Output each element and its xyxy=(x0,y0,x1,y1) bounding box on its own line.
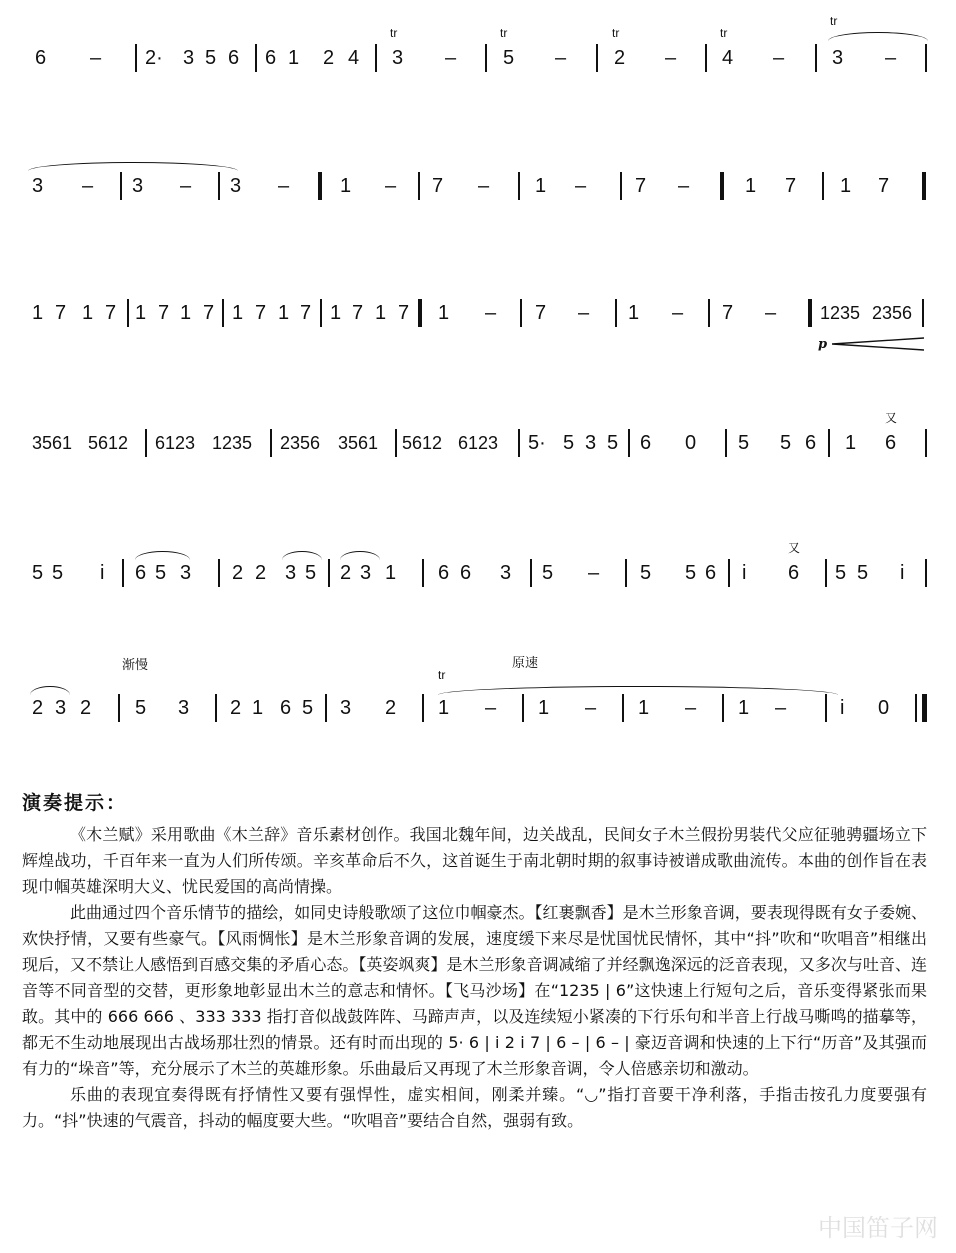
note: 3 xyxy=(360,562,372,584)
tempo-marking: 渐慢 xyxy=(122,658,149,673)
note: 6123 xyxy=(458,433,499,453)
barline xyxy=(925,429,927,457)
note: 2 xyxy=(32,697,44,719)
score-row-3 xyxy=(0,295,956,355)
trill-mark: tr xyxy=(390,26,398,40)
note: 6 xyxy=(788,562,800,584)
note: 1 xyxy=(82,302,94,324)
note: – xyxy=(385,175,397,197)
note: 5 xyxy=(835,562,847,584)
crescendo-hairpin xyxy=(832,337,924,351)
note: 1 xyxy=(845,432,857,454)
barline xyxy=(825,559,827,587)
note: – xyxy=(588,562,600,584)
barline xyxy=(915,694,917,722)
note: – xyxy=(578,302,590,324)
note: 5 xyxy=(857,562,869,584)
note: 6 xyxy=(640,432,652,454)
barline xyxy=(145,429,147,457)
note: 7 xyxy=(352,302,364,324)
barline xyxy=(422,559,424,587)
note: – xyxy=(685,697,697,719)
barline xyxy=(815,44,817,72)
note: 2 xyxy=(232,562,244,584)
barline xyxy=(218,172,220,200)
note: 7 xyxy=(722,302,734,324)
note: 2 xyxy=(80,697,92,719)
note: 4 xyxy=(348,47,360,69)
watermark-logo: 中国笛子网 xyxy=(818,1214,938,1242)
note: 1 xyxy=(180,302,192,324)
barline xyxy=(328,559,330,587)
barline xyxy=(375,44,377,72)
barline xyxy=(822,172,824,200)
repeat-end xyxy=(808,299,812,327)
barline xyxy=(325,694,327,722)
note: 1 xyxy=(340,175,352,197)
tips-paragraph-2: 此曲通过四个音乐情节的描绘，如同史诗般歌颂了这位巾帼豪杰。【红裹飘香】是木兰形象音调，要表现得既有女子委婉、欢快抒情，又要有些豪气。【风雨惆怅】是木兰形象音调的发展，速度缓下来尽是忧国忧民情怀，其中“抖”吹和“吹唱音”相继出现后，又不禁让人感悟到百感交集的矛盾心态。【英姿飒爽】是木兰形象音调减缩了并经飘逸深远的泛音表现，又多次与吐音、连音等不同音型的交替，更形象地彰显出木兰的意志和情怀。【飞马沙场】在“1235 | 6”这快速上行短句之后，音乐变得紧张而果敢。其中的 666 666 、333 333 指打音似战鼓阵阵、马蹄声声，以及连续短小紧凑的下行乐句和半音上行战马嘶鸣的描摹等，都无不生动地展现出古战场那壮烈的情景。还有时而出现的 5· 6 | i 2 i 7 | 6 – | 6 – | 豪迈音调和快速的上下行“历音”及其强而有力的“垛音”等，充分展示了木兰的英雄形象。乐曲最后又再现了木兰形象音调，令人倍感亲切和激动。 xyxy=(22,903,927,1078)
note: 7 xyxy=(432,175,444,197)
note: 5 xyxy=(738,432,750,454)
trill-mark: tr xyxy=(830,14,838,28)
note: 1 xyxy=(535,175,547,197)
note: 3 xyxy=(132,175,144,197)
barline xyxy=(135,44,137,72)
note: 5 xyxy=(32,562,44,584)
trill-mark: tr xyxy=(612,26,620,40)
barline xyxy=(118,694,120,722)
tips-title: 演奏提示： xyxy=(22,792,128,814)
note: – xyxy=(585,697,597,719)
note: 1 xyxy=(330,302,342,324)
repeat-start xyxy=(418,299,422,327)
note: 5 xyxy=(563,432,575,454)
note: 5 xyxy=(780,432,792,454)
barline xyxy=(705,44,707,72)
note: 3 xyxy=(392,47,404,69)
note: 3561 xyxy=(338,433,379,453)
note: 5 xyxy=(542,562,554,584)
note: i xyxy=(100,562,105,584)
barline xyxy=(625,559,627,587)
note: i xyxy=(900,562,905,584)
note: 5· xyxy=(528,432,546,454)
tips-paragraph-3: 乐曲的表现宜奏得既有抒情性又要有强悍性，虚实相间，刚柔并臻。“◡”指打音要干净利落，手指击按孔力度要强有力。“抖”快速的气震音，抖动的幅度要大些。“吹唱音”要结合自然，强弱有致。 xyxy=(22,1085,927,1130)
note: – xyxy=(478,175,490,197)
final-barline xyxy=(922,694,927,722)
barline xyxy=(395,429,397,457)
barline xyxy=(520,299,522,327)
note: – xyxy=(773,47,785,69)
note: 7 xyxy=(878,175,890,197)
score-row-5 xyxy=(0,541,956,615)
barline xyxy=(722,694,724,722)
note: 1 xyxy=(232,302,244,324)
note: – xyxy=(555,47,567,69)
tempo-marking: 原速 xyxy=(512,656,539,671)
barline xyxy=(825,694,827,722)
barline xyxy=(320,299,322,327)
note: 1 xyxy=(538,697,550,719)
tips-body xyxy=(22,822,927,1134)
note: 7 xyxy=(255,302,267,324)
note: 5612 xyxy=(402,433,443,453)
note: i xyxy=(742,562,747,584)
barline xyxy=(922,299,924,327)
note: 1235 xyxy=(212,433,253,453)
note: 2356 xyxy=(280,433,321,453)
note: 1 xyxy=(32,302,44,324)
tips-paragraph-1: 《木兰赋》采用歌曲《木兰辞》音乐素材创作。我国北魏年间，边关战乱，民间女子木兰假扮男装代父应征驰骋疆场立下辉煌战功，千百年来一直为人们所传颂。辛亥革命后不久，这首诞生于南北朝时期的叙事诗被谱成歌曲流传。本曲的创作旨在表现巾帼英雄深明大义、忧民爱国的高尚情操。 xyxy=(22,825,927,896)
note: – xyxy=(665,47,677,69)
note: 2 xyxy=(230,697,242,719)
note: 6 xyxy=(885,432,897,454)
note: – xyxy=(82,175,94,197)
barline xyxy=(596,44,598,72)
note: – xyxy=(775,697,787,719)
note: 1 xyxy=(638,697,650,719)
note: 7 xyxy=(203,302,215,324)
slur xyxy=(340,551,380,560)
note: 2 xyxy=(385,697,397,719)
note: 6 xyxy=(135,562,147,584)
note: 7 xyxy=(300,302,312,324)
barline xyxy=(120,172,122,200)
barline xyxy=(530,559,532,587)
barline xyxy=(522,694,524,722)
slur xyxy=(438,686,838,695)
trill-mark: tr xyxy=(438,668,446,682)
note: – xyxy=(672,302,684,324)
note: 7 xyxy=(158,302,170,324)
note: 5 xyxy=(302,697,314,719)
barline xyxy=(708,299,710,327)
note: 7 xyxy=(635,175,647,197)
note: 3 xyxy=(230,175,242,197)
barline xyxy=(728,559,730,587)
slur xyxy=(28,162,238,171)
note: 3 xyxy=(500,562,512,584)
barline xyxy=(255,44,257,72)
barline xyxy=(518,172,520,200)
barline xyxy=(222,299,224,327)
note: – xyxy=(575,175,587,197)
note: 6 xyxy=(35,47,47,69)
barline xyxy=(620,172,622,200)
note: 5 xyxy=(503,47,515,69)
note: 2 xyxy=(323,47,335,69)
note: 1235 xyxy=(820,303,861,323)
note: – xyxy=(278,175,290,197)
note: 3561 xyxy=(32,433,73,453)
note: 1 xyxy=(438,302,450,324)
note: – xyxy=(445,47,457,69)
note: 7 xyxy=(535,302,547,324)
fingering-mark: 又 xyxy=(885,411,898,425)
barline xyxy=(622,694,624,722)
barline xyxy=(215,694,217,722)
note: 6 xyxy=(438,562,450,584)
score-row-2 xyxy=(0,168,956,228)
note: 3 xyxy=(832,47,844,69)
note: 1 xyxy=(385,562,397,584)
note: 5 xyxy=(52,562,64,584)
note: 3 xyxy=(178,697,190,719)
note: 6 xyxy=(228,47,240,69)
barline xyxy=(122,559,124,587)
note: 1 xyxy=(628,302,640,324)
note: 2 xyxy=(614,47,626,69)
slur xyxy=(828,32,928,41)
trill-mark: tr xyxy=(500,26,508,40)
note: 5612 xyxy=(88,433,129,453)
note: 7 xyxy=(398,302,410,324)
note: – xyxy=(485,302,497,324)
note: 3 xyxy=(55,697,67,719)
barline xyxy=(628,429,630,457)
note: 2356 xyxy=(872,303,913,323)
note: 6 xyxy=(805,432,817,454)
barline xyxy=(418,172,420,200)
note: 6 xyxy=(265,47,277,69)
barline xyxy=(925,44,927,72)
note: 5 xyxy=(135,697,147,719)
note: 7 xyxy=(785,175,797,197)
note: – xyxy=(180,175,192,197)
slur xyxy=(135,551,190,560)
note: 2 xyxy=(340,562,352,584)
note: 3 xyxy=(585,432,597,454)
note: – xyxy=(485,697,497,719)
note: 5 xyxy=(205,47,217,69)
note: 1 xyxy=(252,697,264,719)
note: 0 xyxy=(685,432,697,454)
note: 3 xyxy=(32,175,44,197)
slur xyxy=(282,551,322,560)
note: 1 xyxy=(135,302,147,324)
score-row-1 xyxy=(0,14,956,100)
note: 7 xyxy=(55,302,67,324)
note: 1 xyxy=(438,697,450,719)
trill-mark: tr xyxy=(720,26,728,40)
slur xyxy=(30,686,70,695)
note: 1 xyxy=(288,47,300,69)
note: – xyxy=(765,302,777,324)
note: 6 xyxy=(705,562,717,584)
note: 3 xyxy=(285,562,297,584)
note: – xyxy=(885,47,897,69)
note: 3 xyxy=(340,697,352,719)
barline xyxy=(725,429,727,457)
note: 1 xyxy=(375,302,387,324)
note: i xyxy=(840,697,845,719)
score-row-4 xyxy=(0,411,956,485)
note: 7 xyxy=(105,302,117,324)
note: – xyxy=(678,175,690,197)
barline xyxy=(518,429,520,457)
note: 6 xyxy=(280,697,292,719)
note: – xyxy=(90,47,102,69)
note: 2· xyxy=(145,47,163,69)
fingering-mark: 又 xyxy=(788,541,801,555)
barline xyxy=(485,44,487,72)
note: 1 xyxy=(738,697,750,719)
note: 1 xyxy=(745,175,757,197)
note: 3 xyxy=(183,47,195,69)
barline xyxy=(270,429,272,457)
note: 2 xyxy=(255,562,267,584)
barline xyxy=(422,694,424,722)
note: 5 xyxy=(155,562,167,584)
note: 4 xyxy=(722,47,734,69)
note: 5 xyxy=(607,432,619,454)
note: 1 xyxy=(278,302,290,324)
score-row-6 xyxy=(0,656,956,750)
note: 6123 xyxy=(155,433,196,453)
barline xyxy=(218,559,220,587)
barline xyxy=(127,299,129,327)
note: 3 xyxy=(180,562,192,584)
note: 0 xyxy=(878,697,890,719)
note: 5 xyxy=(305,562,317,584)
note: 5 xyxy=(685,562,697,584)
dynamic-mark: p xyxy=(818,337,828,352)
repeat-end xyxy=(922,172,926,200)
barline xyxy=(615,299,617,327)
repeat-start xyxy=(318,172,322,200)
repeat-end xyxy=(720,172,724,200)
note: 6 xyxy=(460,562,472,584)
note: 5 xyxy=(640,562,652,584)
barline xyxy=(925,559,927,587)
barline xyxy=(828,429,830,457)
note: 1 xyxy=(840,175,852,197)
